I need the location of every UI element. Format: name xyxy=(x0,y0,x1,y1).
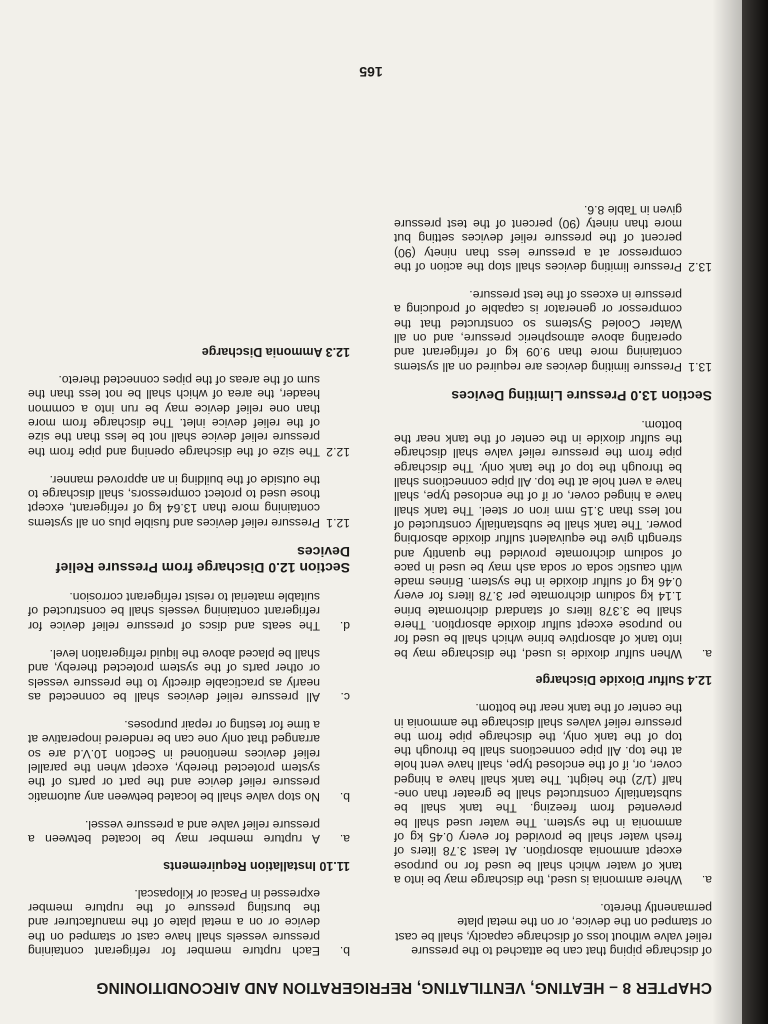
list-item-install-b xyxy=(28,718,350,804)
list-item-13-1 xyxy=(394,288,712,374)
item-text: The size of the discharge opening and pipe from the pressure relief device shall not be less than the size of the relief device inlet. The discharge from more than one relief device may be run into a common header, the area of which shall be not less than the sum of the areas of the pipes connected thereto. xyxy=(28,373,320,459)
list-item-12-2 xyxy=(28,373,350,459)
list-item-sulfur-a xyxy=(394,418,712,661)
section-heading-13-0: Section 13.0 Pressure Limiting Devices xyxy=(451,387,712,404)
left-column xyxy=(394,188,712,958)
page-number: 165 xyxy=(359,64,383,80)
item-label: 12.1 xyxy=(326,515,350,530)
list-item-ammonia-a xyxy=(394,701,712,887)
list-item-rupture-b xyxy=(28,887,350,958)
item-text: Pressure limiting devices are required on all systems containing more than 9.09 kg of refrigerant and operating above atmospheric pressure, and on all Water Cooled Systems so constructed that the compressor or generator is capable of producing a pressure in excess of the test pressure. xyxy=(394,288,682,374)
section-heading-12-4: 12.4 Sulfur Dioxide Discharge xyxy=(535,672,712,687)
item-label: 13.1 xyxy=(688,359,712,374)
binding-shadow xyxy=(742,0,768,1024)
item-label: a. xyxy=(701,646,712,661)
item-label: 12.2 xyxy=(326,444,350,459)
list-item-install-c xyxy=(28,647,350,704)
item-text: Pressure limiting devices shall stop the action of the compressor at a pressure less than ninety (90) percent of the pressure relief devices setting but more than ninety (90) percent of the test pressure given in Table 8.6. xyxy=(394,202,682,274)
list-item-13-2 xyxy=(394,202,712,273)
item-label: a. xyxy=(701,872,712,887)
section-heading-11-10: 11.10 Installation Requirements xyxy=(163,858,350,873)
item-text: Where ammonia is used, the discharge may be into a tank of water which shall be used for no purpose except ammonia absorption. At least 3.78 liters of fresh water shall be provided for every 0.45 kg of ammonia in the system. The water used shall be prevented from freezing. The tank shall be substantially constructed shall be greater than one-half (1/2) the height. The tank shall have a hinged cover, or, if of the enclosed type, shall have vent hole at the top. All pipe connections shall be through the top of the tank only, the discharge pipe from the pressure relief valves shall discharge the ammonia in the center of the tank near the bottom. xyxy=(394,701,682,887)
list-item-install-d xyxy=(28,590,350,633)
item-text: Each rupture member for refrigerant containing pressure vessels shall have cast or stamped on the device or on a metal plate of the manufacturer and the bursting pressure of the rupture member expressed in Pascal or Kilopascal. xyxy=(28,886,320,958)
item-label: b. xyxy=(339,789,350,804)
continued-paragraph: of discharge piping that can be attached to the pressure relief valve without loss of discharge capacity, shall be cast or stamped on the device, or on the metal plate permanently thereto. xyxy=(395,901,712,958)
item-label: c. xyxy=(340,689,350,704)
section-heading-12-3: 12.3 Ammonia Discharge xyxy=(201,344,350,359)
chapter-title: CHAPTER 8 – HEATING, VENTILATING, REFRIGERATION AND AIRCONDITIONING xyxy=(96,979,712,996)
list-item-12-1 xyxy=(28,473,350,530)
item-text: All pressure relief devices shall be connected as nearly as practicable directly to the pressure vessels or other parts of the system protected thereby, and shall be placed above the liquid refrigeration level. xyxy=(28,646,320,704)
item-label: d. xyxy=(339,618,350,633)
item-label: b. xyxy=(339,944,350,958)
item-text: The seats and discs of pressure relief device for refrigerant containing vessels shall be constructed of suitable material to resist refrigerant corrosion. xyxy=(28,590,320,633)
item-text: No stop valve shall be located between any automatic pressure relief device and the part or parts of the system protected thereby, except when the parallel relief devices mentioned in Section 10.V.d are so arranged that only one can be rendered inoperative at a time for testing or repair purposes. xyxy=(28,718,320,804)
right-column xyxy=(28,333,350,959)
item-label: a. xyxy=(339,832,350,847)
item-text: A rupture member may be located between a pressure relief valve and a pressure vessel. xyxy=(28,817,320,847)
item-label: 13.2 xyxy=(688,259,712,274)
item-text: When sulfur dioxide is used, the discharge may be into tank of absorptive brine which shall be used for no purpose except sulfur dioxide absorption. There shall be 3.378 liters of standard dichromate brine 1.14 kg sodium dichromate per 3.78 liters for every 0.46 kg of sulfur dioxide in the system. Brines made with caustic soda or soda ash may be used in pace of sodium dichromate provided the quantity and strength give the equivalent sulfur dioxide absorbing power. The tank shall be substantially constructed of not less than 3.15 mm iron or steel. The tank shall have a hinged cover, or if of the enclosed type, shall have a vent hole at the top. All pipe connections shall be through the top of the tank only. The discharge pipe from the pressure relief valve shall discharge the sulfur dioxide in the center of the tank near the bottom. xyxy=(394,417,682,661)
section-heading-12-0: Section 12.0 Discharge from Pressure Relief Devices xyxy=(55,543,350,576)
list-item-install-a xyxy=(28,818,350,847)
item-text: Pressure relief devices and fusible plus on all systems containing more than 13.64 kg of refrigerant, except those used to protect compressors, shall discharge to the outside of the building in an approved manner. xyxy=(28,472,320,530)
